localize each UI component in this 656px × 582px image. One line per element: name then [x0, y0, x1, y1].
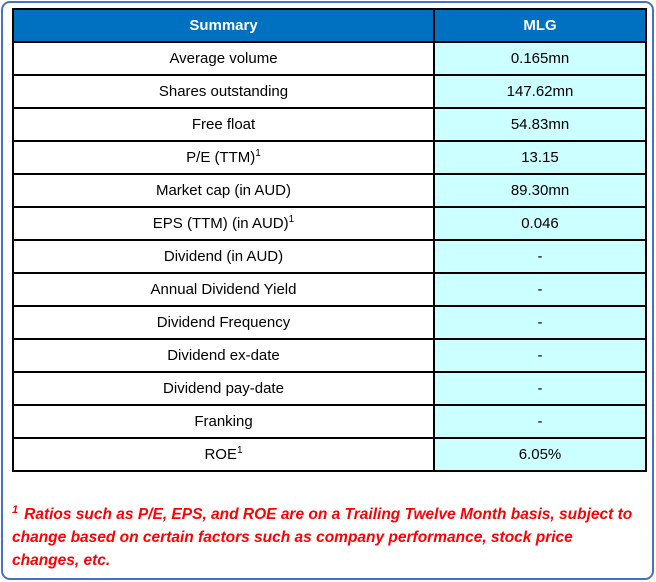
footnote-marker: 1 — [12, 503, 19, 516]
metric-label: Dividend pay-date — [13, 372, 434, 405]
table-row — [13, 207, 646, 240]
table-row — [13, 174, 646, 207]
metric-label: Franking — [13, 405, 434, 438]
footnote-text: Ratios such as P/E, EPS, and ROE are on a Trailing Twelve Month basis, subject to change based on certain factors such as company performance, stock price changes, etc. — [12, 506, 633, 569]
metric-value: - — [434, 372, 646, 405]
metric-label: Dividend (in AUD) — [13, 240, 434, 273]
metric-value: - — [434, 273, 646, 306]
table-row — [13, 42, 646, 75]
metric-label: P/E (TTM)$^1$ — [13, 141, 434, 174]
metric-value: - — [434, 405, 646, 438]
header-ticker: MLG — [434, 9, 646, 42]
header-summary: Summary — [13, 9, 434, 42]
table-row — [13, 405, 646, 438]
footnote — [12, 503, 644, 572]
metric-value: 13.15 — [434, 141, 646, 174]
footnote-reference: 1 — [236, 445, 243, 456]
table-row — [13, 306, 646, 339]
metric-value: - — [434, 339, 646, 372]
metric-value: 54.83mn — [434, 108, 646, 141]
summary-table — [12, 8, 647, 472]
metric-label: Shares outstanding — [13, 75, 434, 108]
table-row — [13, 240, 646, 273]
table-row — [13, 75, 646, 108]
metric-label: Dividend ex-date — [13, 339, 434, 372]
metric-label: EPS (TTM) (in AUD)$^1$ — [13, 207, 434, 240]
table-row — [13, 438, 646, 471]
metric-label: Market cap (in AUD) — [13, 174, 434, 207]
metric-value: 0.165mn — [434, 42, 646, 75]
metric-value: 89.30mn — [434, 174, 646, 207]
metric-value: 147.62mn — [434, 75, 646, 108]
metric-label: Free float — [13, 108, 434, 141]
table-row — [13, 273, 646, 306]
footnote-reference: 1 — [288, 214, 295, 225]
summary-table-body — [13, 42, 646, 471]
metric-value: 0.046 — [434, 207, 646, 240]
metric-value: - — [434, 240, 646, 273]
metric-label: Dividend Frequency — [13, 306, 434, 339]
table-header-row — [13, 9, 646, 42]
metric-value: 6.05% — [434, 438, 646, 471]
table-row — [13, 339, 646, 372]
table-row — [13, 372, 646, 405]
footnote-reference: 1 — [255, 148, 261, 159]
table-row — [13, 108, 646, 141]
table-row — [13, 141, 646, 174]
metric-label: Average volume — [13, 42, 434, 75]
metric-value: - — [434, 306, 646, 339]
metric-label: ROE$^1$ — [13, 438, 434, 471]
metric-label: Annual Dividend Yield — [13, 273, 434, 306]
